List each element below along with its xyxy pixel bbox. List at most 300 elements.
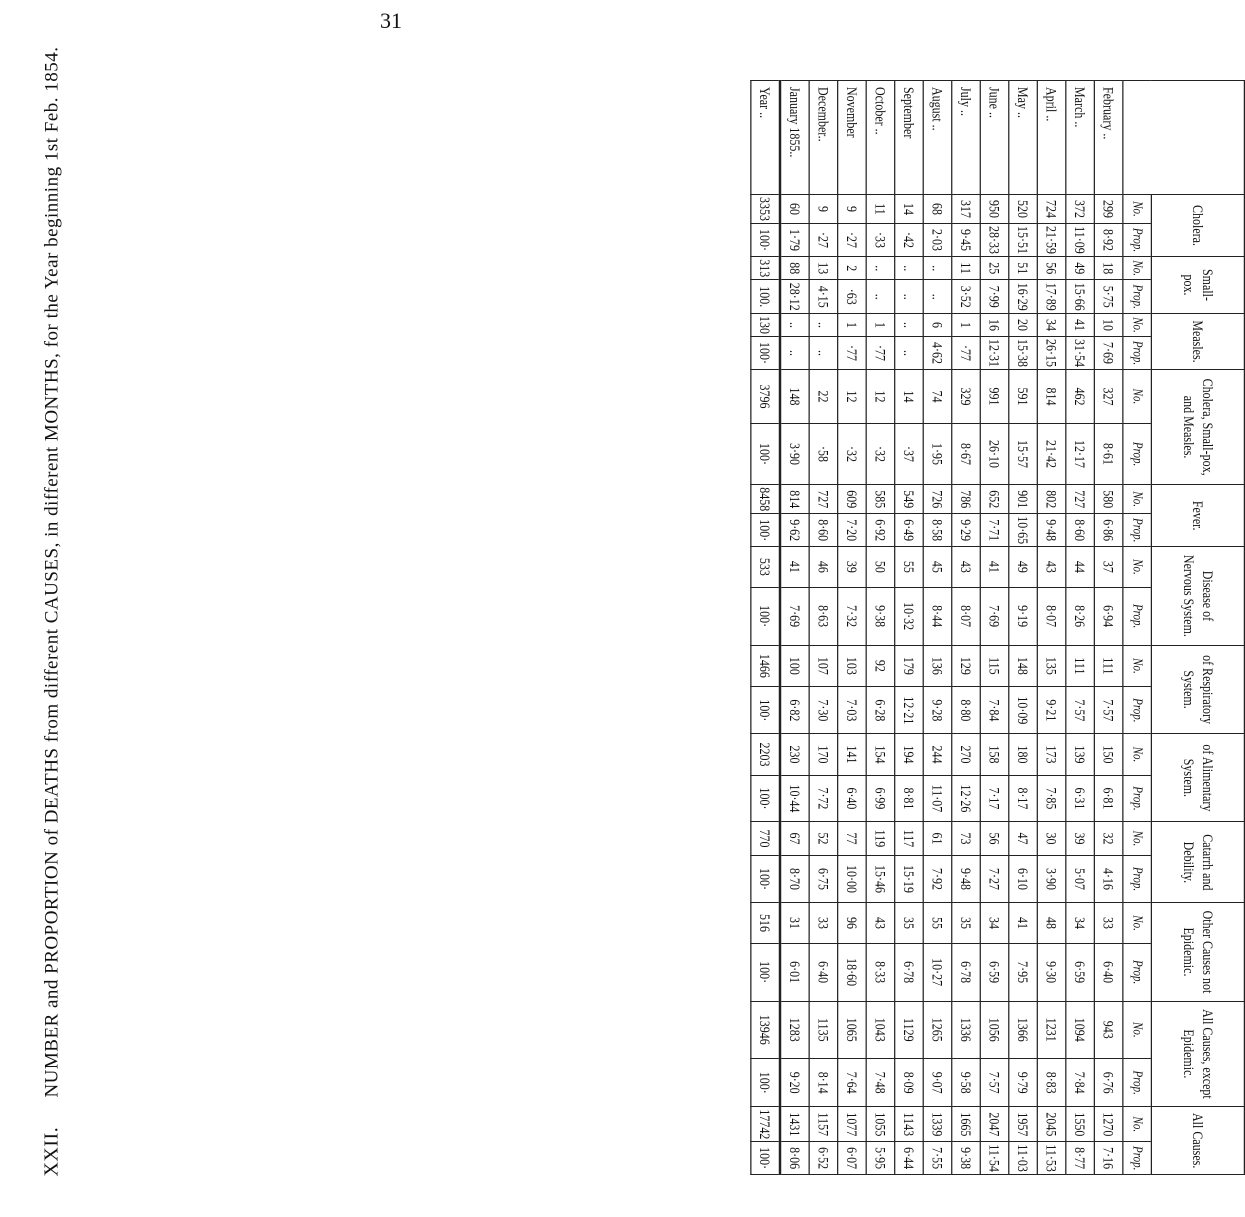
table-cell: 8·63	[809, 587, 838, 645]
sub-header-prop: Prop.	[1123, 224, 1152, 257]
table-cell: 35	[895, 903, 924, 943]
sub-header-no: No.	[1123, 314, 1152, 337]
title-text: NUMBER and PROPORTION of DEATHS from different CAUSES, in different MONTHS, for the Year beginning 1st Feb. 1854.	[41, 46, 63, 1098]
table-cell: 111	[1066, 645, 1095, 687]
table-cell: 43	[866, 903, 895, 943]
table-cell: ·77	[952, 337, 981, 370]
table-cell: 6·49	[895, 514, 924, 547]
table-cell: ..	[866, 257, 895, 280]
table-cell: 12	[866, 370, 895, 424]
deaths-table-container	[600, 80, 1245, 1175]
table-row	[1094, 81, 1123, 1175]
table-cell: 1	[866, 314, 895, 337]
table-cell: 10·27	[923, 943, 952, 1001]
table-cell: 7·69	[980, 587, 1009, 645]
table-cell: 2045	[1037, 1107, 1066, 1142]
table-cell: 8·09	[895, 1059, 924, 1107]
table-cell: 92	[866, 645, 895, 687]
table-cell: 533	[751, 547, 780, 587]
table-cell: 50	[866, 547, 895, 587]
table-cell: 10·00	[838, 855, 867, 903]
table-cell: 1270	[1094, 1107, 1123, 1142]
sub-header-row	[1123, 81, 1152, 1175]
column-header: All Causes, except Epidemic.	[1151, 1001, 1244, 1107]
row-label: February ..	[1094, 81, 1123, 195]
table-cell: 5·07	[1066, 855, 1095, 903]
table-cell: 7·69	[780, 587, 809, 645]
table-cell: 8·61	[1094, 423, 1123, 484]
table-cell: 170	[809, 734, 838, 775]
table-cell: 37	[1094, 547, 1123, 587]
table-cell: ..	[895, 257, 924, 280]
table-cell: 9·21	[1037, 687, 1066, 734]
table-cell: 9·48	[952, 855, 981, 903]
table-cell: 950	[980, 195, 1009, 224]
table-cell: 7·32	[838, 587, 867, 645]
table-cell: 7·92	[923, 855, 952, 903]
table-cell: 11·09	[1066, 224, 1095, 257]
sub-header-prop: Prop.	[1123, 855, 1152, 903]
table-cell: 12·17	[1066, 423, 1095, 484]
table-cell: 516	[751, 903, 780, 943]
table-cell: 1·95	[923, 423, 952, 484]
table-cell: 6·40	[809, 943, 838, 1001]
table-cell: 6·40	[1094, 943, 1123, 1001]
table-cell: 13	[809, 257, 838, 280]
row-label: December..	[809, 81, 838, 195]
table-cell: 130	[751, 314, 780, 337]
table-cell: 1336	[952, 1001, 981, 1059]
table-cell: 73	[952, 822, 981, 855]
table-cell: 100·	[751, 1142, 780, 1175]
sub-header-no: No.	[1123, 903, 1152, 943]
table-cell: 139	[1066, 734, 1095, 775]
table-cell: 580	[1094, 485, 1123, 514]
table-cell: 11·54	[980, 1142, 1009, 1175]
sub-header-prop: Prop.	[1123, 943, 1152, 1001]
table-cell: 3·90	[780, 423, 809, 484]
table-cell: 51	[1009, 257, 1038, 280]
table-cell: 10·32	[895, 587, 924, 645]
table-cell: 2·03	[923, 224, 952, 257]
table-cell: 1135	[809, 1001, 838, 1059]
table-cell: 1129	[895, 1001, 924, 1059]
sub-header-no: No.	[1123, 547, 1152, 587]
table-cell: 25	[980, 257, 1009, 280]
table-cell: 9·79	[1009, 1059, 1038, 1107]
table-cell: 7·99	[980, 280, 1009, 314]
table-cell: 9	[809, 195, 838, 224]
table-cell: 18·60	[838, 943, 867, 1001]
table-cell: 148	[780, 370, 809, 424]
table-cell: 18	[1094, 257, 1123, 280]
table-cell: 17·89	[1037, 280, 1066, 314]
table-cell: 327	[1094, 370, 1123, 424]
table-cell: 9·20	[780, 1059, 809, 1107]
table-cell: 3353	[751, 195, 780, 224]
table-cell: 8·17	[1009, 775, 1038, 822]
table-cell: 8·07	[952, 587, 981, 645]
table-cell: 96	[838, 903, 867, 943]
table-cell: 7·20	[838, 514, 867, 547]
table-cell: 4·62	[923, 337, 952, 370]
table-row	[1009, 81, 1038, 1175]
row-label: October ..	[866, 81, 895, 195]
table-cell: 7·27	[980, 855, 1009, 903]
table-cell: 34	[1066, 903, 1095, 943]
table-cell: 3·52	[952, 280, 981, 314]
table-cell: 270	[952, 734, 981, 775]
table-cell: 652	[980, 485, 1009, 514]
table-cell: 39	[1066, 822, 1095, 855]
table-cell: 727	[809, 485, 838, 514]
table-cell: 726	[923, 485, 952, 514]
table-cell: 9·58	[952, 1059, 981, 1107]
table-cell: ·37	[895, 423, 924, 484]
table-cell: 49	[1066, 257, 1095, 280]
table-cell: 1431	[780, 1107, 809, 1142]
table-cell: 15·38	[1009, 337, 1038, 370]
table-cell: 21·59	[1037, 224, 1066, 257]
table-cell: 7·30	[809, 687, 838, 734]
sub-header-prop: Prop.	[1123, 1059, 1152, 1107]
table-cell: 173	[1037, 734, 1066, 775]
table-row	[780, 81, 809, 1175]
table-cell: 100·	[751, 775, 780, 822]
section-label: XXII.	[40, 1126, 63, 1177]
table-cell: 7·17	[980, 775, 1009, 822]
table-cell: 15·46	[866, 855, 895, 903]
table-cell: 1466	[751, 645, 780, 687]
table-cell: 7·69	[1094, 337, 1123, 370]
table-cell: ·63	[838, 280, 867, 314]
sub-header-no: No.	[1123, 195, 1152, 224]
table-cell: 9·38	[866, 587, 895, 645]
table-cell: 462	[1066, 370, 1095, 424]
table-row	[923, 81, 952, 1175]
table-cell: ..	[895, 337, 924, 370]
column-header: Fever.	[1151, 485, 1244, 547]
row-label: August ..	[923, 81, 952, 195]
table-cell: 6·75	[809, 855, 838, 903]
table-cell: 46	[809, 547, 838, 587]
table-cell: 28·12	[780, 280, 809, 314]
table-cell: 814	[1037, 370, 1066, 424]
table-row	[952, 81, 981, 1175]
table-cell: 100·	[751, 1059, 780, 1107]
table-cell: 230	[780, 734, 809, 775]
sub-header-no: No.	[1123, 734, 1152, 775]
table-cell: 34	[1037, 314, 1066, 337]
table-cell: 1	[838, 314, 867, 337]
table-cell: 48	[1037, 903, 1066, 943]
table-cell: ·42	[895, 224, 924, 257]
table-cell: 1366	[1009, 1001, 1038, 1059]
table-cell: 100·	[751, 514, 780, 547]
table-cell: 1143	[895, 1107, 924, 1142]
table-cell: 6·99	[866, 775, 895, 822]
table-cell: 136	[923, 645, 952, 687]
table-cell: 158	[980, 734, 1009, 775]
table-cell: 43	[1037, 547, 1066, 587]
table-cell: 15·66	[1066, 280, 1095, 314]
table-cell: 313	[751, 257, 780, 280]
table-cell: 6·81	[1094, 775, 1123, 822]
table-cell: 10·09	[1009, 687, 1038, 734]
table-cell: 41	[980, 547, 1009, 587]
table-cell: 21·42	[1037, 423, 1066, 484]
table-cell: 28·33	[980, 224, 1009, 257]
row-label: November	[838, 81, 867, 195]
table-cell: 31·54	[1066, 337, 1095, 370]
table-cell: 5·75	[1094, 280, 1123, 314]
table-cell: 1055	[866, 1107, 895, 1142]
table-row	[1037, 81, 1066, 1175]
column-header: Disease of Nervous System.	[1151, 547, 1244, 645]
table-cell: ..	[895, 314, 924, 337]
table-cell: 6·28	[866, 687, 895, 734]
table-cell: 55	[895, 547, 924, 587]
table-cell: 100·	[751, 855, 780, 903]
table-cell: 329	[952, 370, 981, 424]
table-cell: 119	[866, 822, 895, 855]
table-cell: 111	[1094, 645, 1123, 687]
row-label: January 1855..	[780, 81, 809, 195]
table-cell: 154	[866, 734, 895, 775]
row-label: March ..	[1066, 81, 1095, 195]
sub-header-prop: Prop.	[1123, 280, 1152, 314]
table-cell: 34	[980, 903, 1009, 943]
table-cell: 52	[809, 822, 838, 855]
table-cell: 4·15	[809, 280, 838, 314]
table-cell: 7·84	[1066, 1059, 1095, 1107]
table-cell: 47	[1009, 822, 1038, 855]
table-cell: 8·33	[866, 943, 895, 1001]
table-cell: 786	[952, 485, 981, 514]
table-cell: 135	[1037, 645, 1066, 687]
table-cell: 1056	[980, 1001, 1009, 1059]
table-cell: 1157	[809, 1107, 838, 1142]
table-cell: 11	[952, 257, 981, 280]
table-cell: 148	[1009, 645, 1038, 687]
sub-header-no: No.	[1123, 485, 1152, 514]
table-cell: 7·57	[980, 1059, 1009, 1107]
table-cell: 9·45	[952, 224, 981, 257]
table-cell: 10·44	[780, 775, 809, 822]
table-cell: 12	[838, 370, 867, 424]
table-cell: 100·	[751, 337, 780, 370]
table-cell: 6·78	[952, 943, 981, 1001]
table-cell: 8·58	[923, 514, 952, 547]
table-cell: 1265	[923, 1001, 952, 1059]
table-cell: 8·70	[780, 855, 809, 903]
table-cell: 22	[809, 370, 838, 424]
table-cell: 35	[952, 903, 981, 943]
table-title	[41, 12, 64, 1212]
table-cell: 244	[923, 734, 952, 775]
table-cell: 8·80	[952, 687, 981, 734]
table-cell: 2203	[751, 734, 780, 775]
table-cell: 9·28	[923, 687, 952, 734]
table-cell: 11	[866, 195, 895, 224]
table-cell: 117	[895, 822, 924, 855]
table-cell: 77	[838, 822, 867, 855]
table-body	[751, 81, 1123, 1175]
table-cell: 6	[923, 314, 952, 337]
table-cell: 6·44	[895, 1142, 924, 1175]
table-row	[809, 81, 838, 1175]
table-cell: 6·07	[838, 1142, 867, 1175]
table-cell: 6·59	[980, 943, 1009, 1001]
table-cell: 1665	[952, 1107, 981, 1142]
table-cell: 41	[1009, 903, 1038, 943]
table-cell: 7·64	[838, 1059, 867, 1107]
table-cell: 1065	[838, 1001, 867, 1059]
table-cell: 67	[780, 822, 809, 855]
column-header: Cholera, Small-pox, and Measles.	[1151, 370, 1244, 485]
table-cell: 180	[1009, 734, 1038, 775]
table-cell: 1231	[1037, 1001, 1066, 1059]
table-cell: 12·26	[952, 775, 981, 822]
table-cell: 41	[1066, 314, 1095, 337]
column-header: of Respiratory System.	[1151, 645, 1244, 734]
table-cell: 6·01	[780, 943, 809, 1001]
table-cell: 49	[1009, 547, 1038, 587]
table-cell: ..	[809, 314, 838, 337]
table-cell: 1550	[1066, 1107, 1095, 1142]
table-cell: 15·57	[1009, 423, 1038, 484]
table-cell: 7·85	[1037, 775, 1066, 822]
table-cell: 6·86	[1094, 514, 1123, 547]
table-cell: 43	[952, 547, 981, 587]
table-cell: 6·78	[895, 943, 924, 1001]
table-cell: ..	[780, 314, 809, 337]
table-cell: 3·90	[1037, 855, 1066, 903]
table-row	[751, 81, 780, 1175]
table-cell: 8·77	[1066, 1142, 1095, 1175]
sub-header-no: No.	[1123, 370, 1152, 424]
table-cell: 3796	[751, 370, 780, 424]
table-cell: 1077	[838, 1107, 867, 1142]
table-cell: 1957	[1009, 1107, 1038, 1142]
table-cell: 103	[838, 645, 867, 687]
table-cell: 56	[980, 822, 1009, 855]
table-cell: 2	[838, 257, 867, 280]
table-cell: 150	[1094, 734, 1123, 775]
table-row	[838, 81, 867, 1175]
table-cell: 32	[1094, 822, 1123, 855]
table-row	[866, 81, 895, 1175]
table-cell: 7·03	[838, 687, 867, 734]
table-cell: 100·	[751, 943, 780, 1001]
table-cell: 100	[780, 645, 809, 687]
table-cell: 585	[866, 485, 895, 514]
table-cell: 15·19	[895, 855, 924, 903]
table-cell: 9·19	[1009, 587, 1038, 645]
sub-header-no: No.	[1123, 257, 1152, 280]
table-cell: 6·52	[809, 1142, 838, 1175]
table-cell: 6·59	[1066, 943, 1095, 1001]
column-header: Cholera.	[1151, 195, 1244, 257]
table-cell: 9·30	[1037, 943, 1066, 1001]
table-cell: ..	[809, 337, 838, 370]
row-label: September	[895, 81, 924, 195]
table-cell: 179	[895, 645, 924, 687]
table-cell: 61	[923, 822, 952, 855]
table-cell: 13946	[751, 1001, 780, 1059]
table-cell: 814	[780, 485, 809, 514]
table-cell: 299	[1094, 195, 1123, 224]
table-cell: 6·40	[838, 775, 867, 822]
table-cell: ·58	[809, 423, 838, 484]
table-cell: ..	[923, 257, 952, 280]
table-cell: 802	[1037, 485, 1066, 514]
table-cell: 14	[895, 195, 924, 224]
deaths-table	[750, 80, 1245, 1175]
row-label: July ..	[952, 81, 981, 195]
table-cell: 74	[923, 370, 952, 424]
table-cell: 991	[980, 370, 1009, 424]
table-cell: 7·48	[866, 1059, 895, 1107]
table-cell: 39	[838, 547, 867, 587]
table-cell: 7·72	[809, 775, 838, 822]
table-cell: 10	[1094, 314, 1123, 337]
table-cell: 5·95	[866, 1142, 895, 1175]
corner-cell	[1123, 81, 1245, 195]
table-cell: 2047	[980, 1107, 1009, 1142]
table-cell: 26·10	[980, 423, 1009, 484]
sub-header-prop: Prop.	[1123, 775, 1152, 822]
table-cell: 100·	[751, 224, 780, 257]
table-cell: 41	[780, 547, 809, 587]
table-cell: 141	[838, 734, 867, 775]
table-cell: 4·16	[1094, 855, 1123, 903]
table-cell: 107	[809, 645, 838, 687]
column-header: All Causes.	[1151, 1107, 1244, 1175]
table-cell: 8·83	[1037, 1059, 1066, 1107]
table-cell: 943	[1094, 1001, 1123, 1059]
table-cell: 591	[1009, 370, 1038, 424]
sub-header-prop: Prop.	[1123, 1142, 1152, 1175]
table-cell: ..	[895, 280, 924, 314]
table-cell: 901	[1009, 485, 1038, 514]
table-cell: 1094	[1066, 1001, 1095, 1059]
table-cell: 129	[952, 645, 981, 687]
table-cell: 8458	[751, 485, 780, 514]
table-cell: 8·06	[780, 1142, 809, 1175]
table-cell: 1339	[923, 1107, 952, 1142]
table-cell: 14	[895, 370, 924, 424]
table-cell: ·77	[838, 337, 867, 370]
table-cell: 317	[952, 195, 981, 224]
sub-header-prop: Prop.	[1123, 514, 1152, 547]
table-row	[1066, 81, 1095, 1175]
table-cell: 1·79	[780, 224, 809, 257]
table-cell: 7·84	[980, 687, 1009, 734]
table-cell: 33	[809, 903, 838, 943]
table-cell: 8·26	[1066, 587, 1095, 645]
table-cell: 33	[1094, 903, 1123, 943]
table-cell: 55	[923, 903, 952, 943]
column-header: Measles.	[1151, 314, 1244, 370]
table-cell: 7·16	[1094, 1142, 1123, 1175]
table-cell: ..	[866, 280, 895, 314]
table-cell: 8·92	[1094, 224, 1123, 257]
table-cell: 8·60	[809, 514, 838, 547]
table-cell: 520	[1009, 195, 1038, 224]
table-cell: 11·07	[923, 775, 952, 822]
table-cell: 16	[980, 314, 1009, 337]
